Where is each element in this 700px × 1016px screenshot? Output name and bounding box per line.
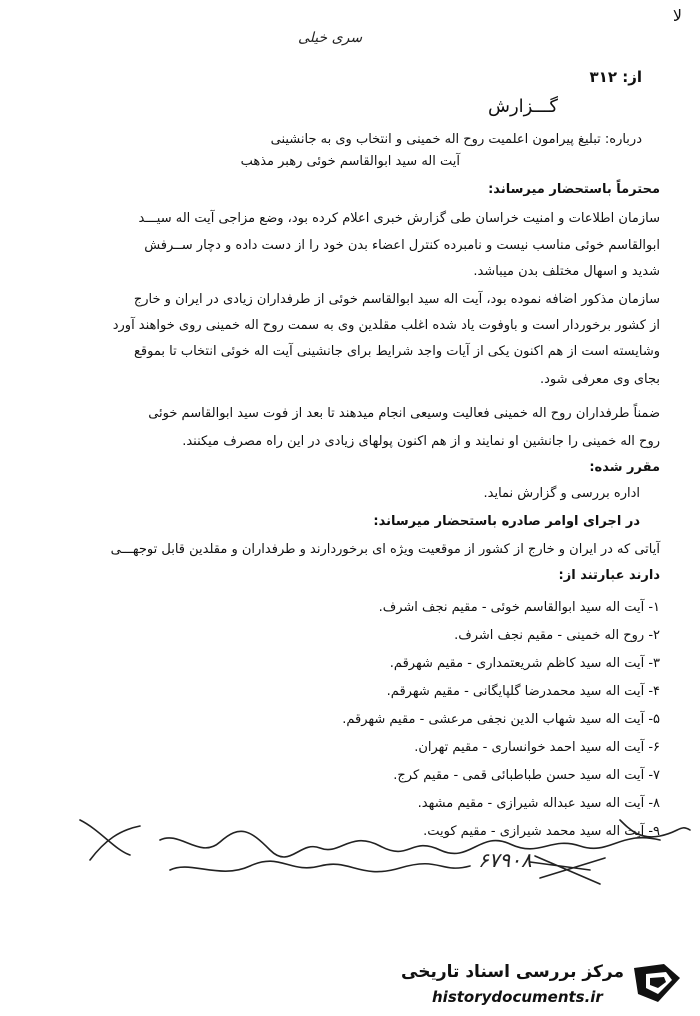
- paragraph-2-line-2: از کشور برخوردار است و باوفوت یاد شده اغلب مقلدین وی به سمت روح اله خمینی روی خواهند آورد: [112, 318, 660, 333]
- subject-line-1: درباره: تبلیغ پیرامون اعلمیت روح اله خمینی و انتخاب وی به جانشینی: [270, 132, 642, 147]
- intro-line-1: آیاتی که در ایران و خارج از کشور از موقعیت ویژه ای برخوردارند و طرفداران و مقلدین قابل توجهـــی: [110, 542, 660, 557]
- order-text: اداره بررسی و گزارش نماید.: [483, 486, 640, 501]
- watermark-url: historydocuments.ir: [432, 988, 603, 1006]
- watermark-name: مرکز بررسی اسناد تاریخی: [401, 962, 624, 982]
- intro-line-2: دارند عبارتند از:: [558, 568, 660, 583]
- paragraph-1-line-3: شدید و اسهال مختلف بدن میباشد.: [473, 264, 660, 279]
- paragraph-3-line-1: ضمناً طرفداران روح اله خمینی فعالیت وسیعی انجام میدهند تا بعد از فوت سید ابوالقاسم خوئی: [148, 406, 660, 421]
- execution-line: در اجرای اوامر صادره باستحضار میرساند:: [373, 514, 640, 529]
- subject-line-2: آیت اله سید ابوالقاسم خوئی رهبر مذهب: [240, 154, 460, 169]
- paragraph-1-line-1: سازمان اطلاعات و امنیت خراسان طی گزارش خبری اعلام کرده بود، وضع مزاجی آیت اله سیـــد: [138, 211, 660, 226]
- salutation: محترماً باستحضار میرساند:: [488, 182, 660, 197]
- list-item: ۶- آیت اله سید احمد خوانساری - مقیم تهران.: [414, 740, 660, 755]
- watermark-logo: [628, 960, 688, 1008]
- paragraph-1-line-2: ابوالقاسم خوئی مناسب نیست و نامبرده کنترل اعضاء بدن خود را از دست داده و دچار ســرفش: [144, 238, 660, 253]
- paragraph-2-line-3: وشایسته است از هم اکنون یکی از آیات واجد شرایط برای جانشینی آیت اله خوئی انتخاب تا بموقع: [134, 344, 660, 359]
- list-item: ۹- آیت اله سید محمد شیرازی - مقیم کویت.: [423, 824, 660, 839]
- list-item: ۵- آیت اله سید شهاب الدین نجفی مرعشی - مقیم شهرقم.: [342, 712, 660, 727]
- list-item: ۳- آیت اله سید کاظم شریعتمداری - مقیم شهرقم.: [389, 656, 660, 671]
- corner-mark: ﻻ: [672, 6, 682, 25]
- list-item: ۱- آیت اله سید ابوالقاسم خوئی - مقیم نجف اشرف.: [378, 600, 660, 615]
- handwritten-number: ۶۷۹۰۸: [478, 848, 532, 872]
- list-item: ۴- آیت اله سید محمدرضا گلپایگانی - مقیم شهرقم.: [386, 684, 660, 699]
- list-item: ۲- روح اله خمینی - مقیم نجف اشرف.: [454, 628, 660, 643]
- paragraph-2-line-4: بجای وی معرفی شود.: [540, 372, 660, 387]
- order-label: مقرر شده:: [589, 460, 660, 475]
- list-item: ۷- آیت اله سید حسن طباطبائی قمی - مقیم کرج.: [393, 768, 660, 783]
- paragraph-3-line-2: روح اله خمینی را جانشین او نمایند و از هم اکنون پولهای زیادی در این راه مصرف میکنند.: [182, 434, 660, 449]
- document-number: از: ۳۱۲: [589, 68, 642, 86]
- classification-stamp: سری خیلی: [298, 30, 363, 46]
- paragraph-2-line-1: سازمان مذکور اضافه نموده بود، آیت اله سید ابوالقاسم خوئی از طرفداران زیادی در ایران و خارج: [133, 292, 660, 307]
- handwritten-annotation: [60, 800, 700, 910]
- list-item: ۸- آیت اله سید عبداله شیرازی - مقیم مشهد.: [417, 796, 660, 811]
- page-title: گـــزارش: [488, 96, 558, 117]
